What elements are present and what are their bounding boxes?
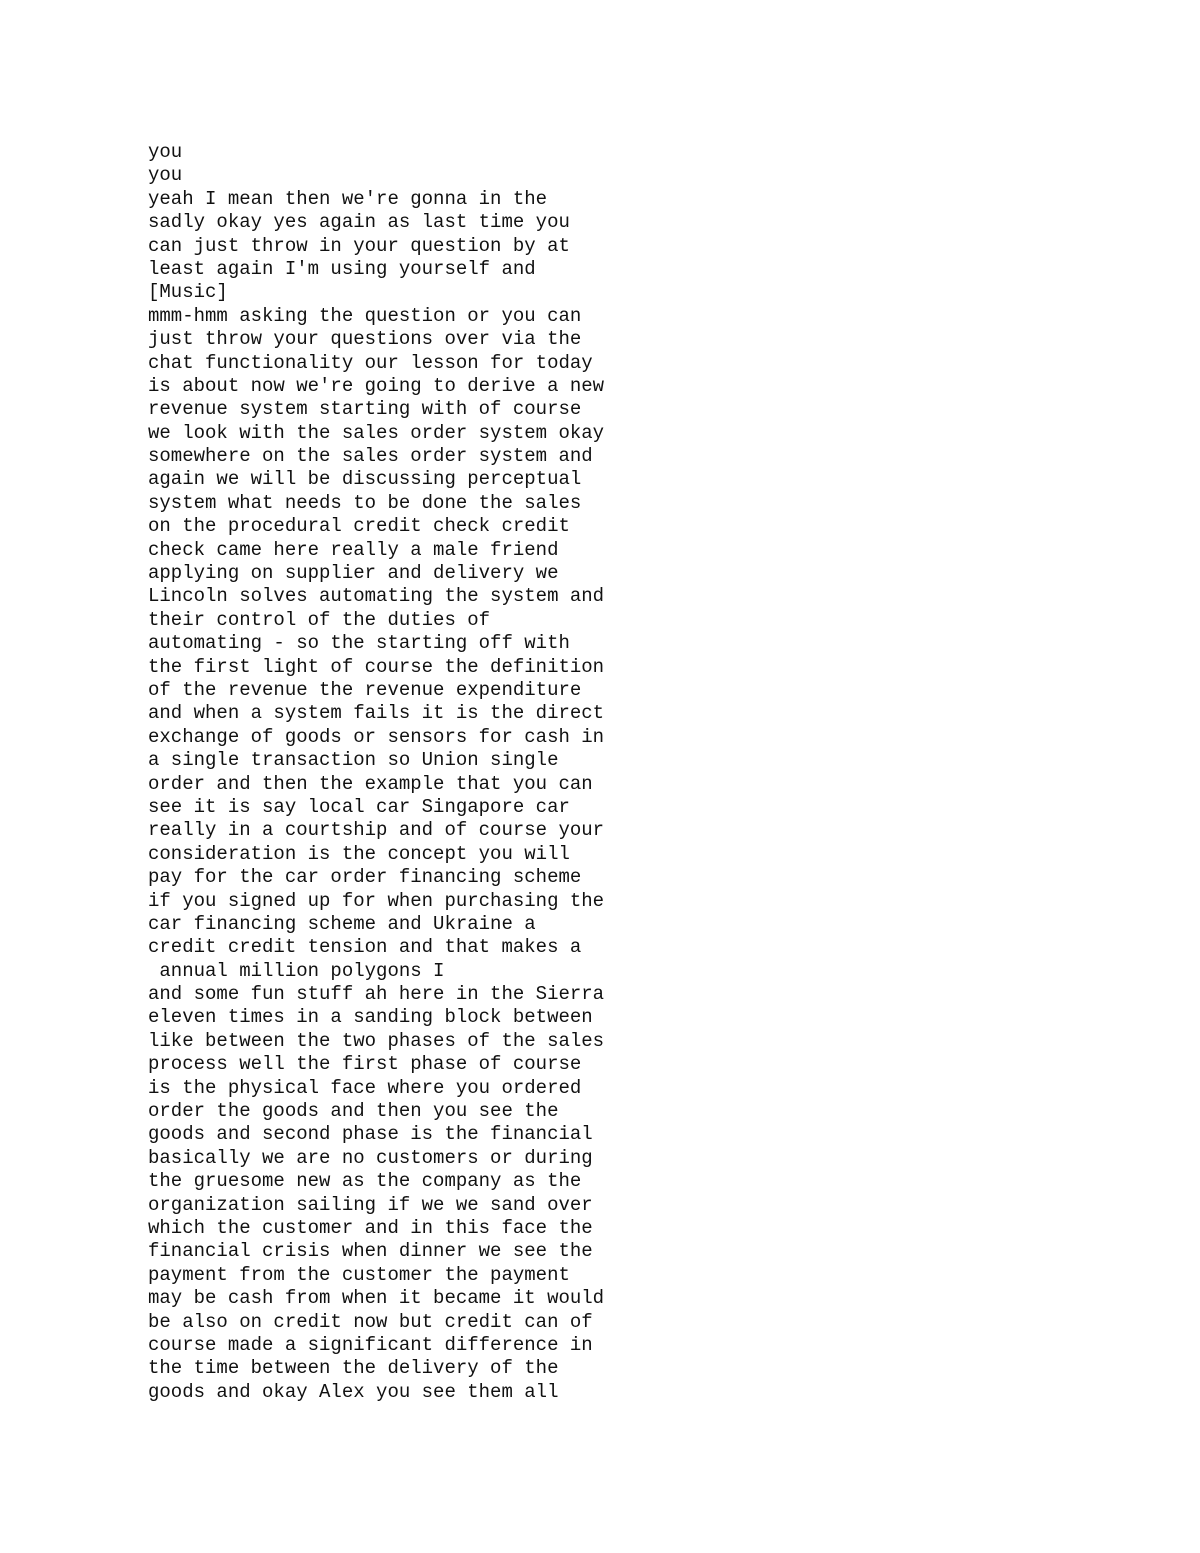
transcript-line: eleven times in a sanding block between [148,1006,593,1029]
transcript-line: sadly okay yes again as last time you [148,211,570,234]
transcript-line: is the physical face where you ordered [148,1076,582,1099]
transcript-line: the gruesome new as the company as the [148,1170,582,1193]
transcript-line: consideration is the concept you will [148,842,570,865]
transcript-line: annual million polygons I [148,959,445,982]
transcript-line: the first light of course the definition [148,655,605,678]
transcript-line: chat functionality our lesson for today [148,351,593,374]
transcript-line: a single transaction so Union single [148,749,559,772]
transcript-line: on the procedural credit check credit [148,515,570,538]
transcript-line: may be cash from when it became it would [148,1287,605,1310]
transcript-line: if you signed up for when purchasing the [148,889,605,912]
transcript-line: just throw your questions over via the [148,328,582,351]
transcript-line: and some fun stuff ah here in the Sierra [148,983,605,1006]
transcript-line: is about now we're going to derive a new [148,374,605,397]
transcript-line: order and then the example that you can [148,772,593,795]
transcript-line: again we will be discussing perceptual [148,468,582,491]
transcript-line: system what needs to be done the sales [148,491,582,514]
transcript-line: goods and okay Alex you see them all [148,1380,559,1403]
transcript-line: automating - so the starting off with [148,632,570,655]
transcript-line: be also on credit now but credit can of [148,1310,593,1333]
transcript-line: order the goods and then you see the [148,1100,559,1123]
transcript-line: organization sailing if we we sand over [148,1193,593,1216]
transcript-line: basically we are no customers or during [148,1146,593,1169]
transcript-line: and when a system fails it is the direct [148,702,605,725]
transcript-line: Lincoln solves automating the system and [148,585,605,608]
transcript-line: goods and second phase is the financial [148,1123,593,1146]
transcript-line: you [148,164,183,187]
transcript-line: car financing scheme and Ukraine a [148,912,536,935]
transcript-line: check came here really a male friend [148,538,559,561]
transcript-line: financial crisis when dinner we see the [148,1240,593,1263]
transcript-line: you [148,141,183,163]
transcript-line: pay for the car order financing scheme [148,866,582,889]
transcript-line: yeah I mean then we're gonna in the [148,187,548,210]
transcript-line: really in a courtship and of course your [148,819,605,842]
transcript-line: [Music] [148,281,228,304]
transcript-line: payment from the customer the payment [148,1263,570,1286]
transcript-text [148,141,604,1404]
transcript-line: exchange of goods or sensors for cash in [148,725,605,748]
transcript-line: credit credit tension and that makes a [148,936,582,959]
transcript-line: can just throw in your question by at [148,234,570,257]
transcript-line: mmm-hmm asking the question or you can [148,304,582,327]
transcript-line: applying on supplier and delivery we [148,562,559,585]
transcript-line: their control of the duties of [148,608,491,631]
transcript-line: course made a significant difference in [148,1333,593,1356]
transcript-line: which the customer and in this face the [148,1216,593,1239]
transcript-line: of the revenue the revenue expenditure [148,678,582,701]
transcript-line: like between the two phases of the sales [148,1029,605,1052]
transcript-line: the time between the delivery of the [148,1357,559,1380]
transcript-line: we look with the sales order system okay [148,421,605,444]
transcript-line: least again I'm using yourself and [148,257,536,280]
transcript-line: revenue system starting with of course [148,398,582,421]
transcript-line: somewhere on the sales order system and [148,445,593,468]
transcript-line: see it is say local car Singapore car [148,795,570,818]
transcript-line: process well the first phase of course [148,1053,582,1076]
